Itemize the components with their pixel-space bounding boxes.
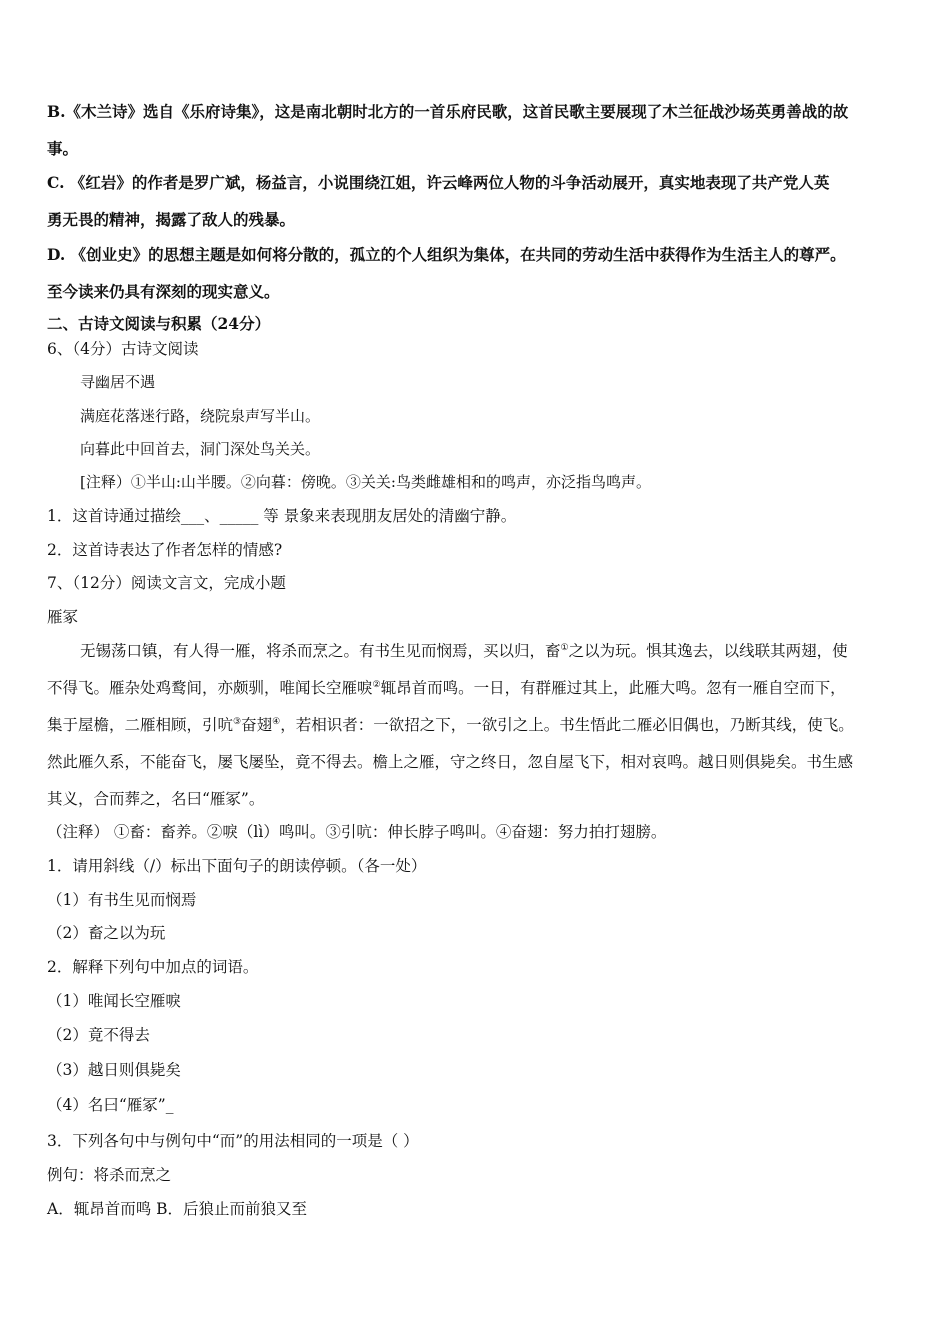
passage-text: 不得飞。雁杂处鸡鹜间，亦颇驯，唯闻长空雁唳	[47, 679, 373, 697]
passage-text: 之以为玩。惧其逸去，以线联其两翅，使	[568, 642, 848, 660]
q7-sub2-item: （2）竟不得去	[47, 1026, 150, 1044]
poem-line: 满庭花落迷行路，绕院泉声写半山。	[80, 407, 321, 425]
option-d-line2: 至今读来仍具有深刻的现实意义。	[47, 282, 280, 301]
text-title: 雁冢	[47, 608, 79, 626]
q7-sub2-item: （1）唯闻长空雁唳	[47, 992, 181, 1010]
q7-sub1: 1．请用斜线（/）标出下面句子的朗读停顿。（各一处）	[47, 857, 427, 875]
passage-text: 辄昂首而鸣。一日，有群雁过其上，此雁大鸣。忽有一雁自空而下，	[380, 679, 846, 697]
footnote-mark: ①	[560, 642, 569, 653]
passage-text: 集于屋檐，二雁相顾，引吭	[47, 716, 234, 734]
footnote-mark: ④	[272, 716, 281, 727]
q6-title: 6、（4分）古诗文阅读	[47, 340, 199, 358]
passage-note: （注释） ①畜：畜养。②唳（lì）鸣叫。③引吭：伸长脖子鸣叫。④奋翅：努力拍打翅膀。	[47, 823, 667, 841]
q7-sub3-options: A．辄昂首而鸣 B．后狼止而前狼又至	[47, 1200, 308, 1218]
q7-sub1-item: （1）有书生见而悯焉	[47, 891, 197, 909]
passage-text: 奋翅	[241, 716, 273, 734]
passage-line: 其义，合而葬之，名曰“雁冢”。	[47, 790, 265, 808]
q6-sub2: 2．这首诗表达了作者怎样的情感?	[47, 541, 283, 559]
footnote-mark: ③	[233, 716, 242, 727]
option-c-line1: C. 《红岩》的作者是罗广斌，杨益言，小说围绕江姐，许云峰两位人物的斗争活动展开，真实地表现了共产党人英	[47, 173, 830, 192]
poem-title: 寻幽居不遇	[80, 373, 156, 391]
option-b-line2: 事。	[47, 139, 79, 158]
q6-sub1: 1．这首诗通过描绘___、_____ 等 景象来表现朋友居处的清幽宁静。	[47, 507, 517, 525]
q7-sub1-item: （2）畜之以为玩	[47, 924, 166, 942]
passage-line	[80, 641, 848, 661]
passage-text: 无锡荡口镇，有人得一雁，将杀而烹之。有书生见而悯焉，买以归，畜	[80, 642, 561, 660]
footnote-mark: ②	[372, 679, 381, 690]
passage-line	[47, 678, 846, 698]
q7-sub3-example: 例句：将杀而烹之	[47, 1166, 172, 1184]
poem-line: 向暮此中回首去，洞门深处鸟关关。	[80, 440, 321, 458]
q7-sub2-item: （4）名曰“雁冢”_	[47, 1096, 174, 1114]
passage-text: ，若相识者：一欲招之下，一欲引之上。书生悟此二雁必旧偶也，乃断其线，使飞。	[280, 716, 854, 734]
passage-line: 然此雁久系，不能奋飞，屡飞屡坠，竟不得去。檐上之雁，守之终日，忽自屋飞下，相对哀鸣。越日则俱毙矣。书生感	[47, 753, 854, 771]
option-d-line1: D. 《创业史》的思想主题是如何将分散的，孤立的个人组织为集体，在共同的劳动生活中获得作为生活主人的尊严。	[47, 245, 846, 264]
q7-sub2: 2．解释下列句中加点的词语。	[47, 958, 259, 976]
option-b-line1: B.《木兰诗》选自《乐府诗集》，这是南北朝时北方的一首乐府民歌，这首民歌主要展现了木兰征战沙场英勇善战的故	[47, 102, 849, 121]
q7-sub3: 3．下列各句中与例句中“而”的用法相同的一项是（ ）	[47, 1132, 419, 1150]
option-c-line2: 勇无畏的精神，揭露了敌人的残暴。	[47, 210, 296, 229]
q7-title: 7、（12分）阅读文言文，完成小题	[47, 574, 286, 592]
passage-line	[47, 715, 854, 735]
q7-sub2-item: （3）越日则俱毙矣	[47, 1061, 181, 1079]
section-heading: 二、古诗文阅读与积累（24分）	[47, 314, 271, 333]
poem-note: [注释）①半山:山半腰。②向暮：傍晚。③关关:鸟类雌雄相和的鸣声，亦泛指鸟鸣声。	[80, 473, 651, 491]
